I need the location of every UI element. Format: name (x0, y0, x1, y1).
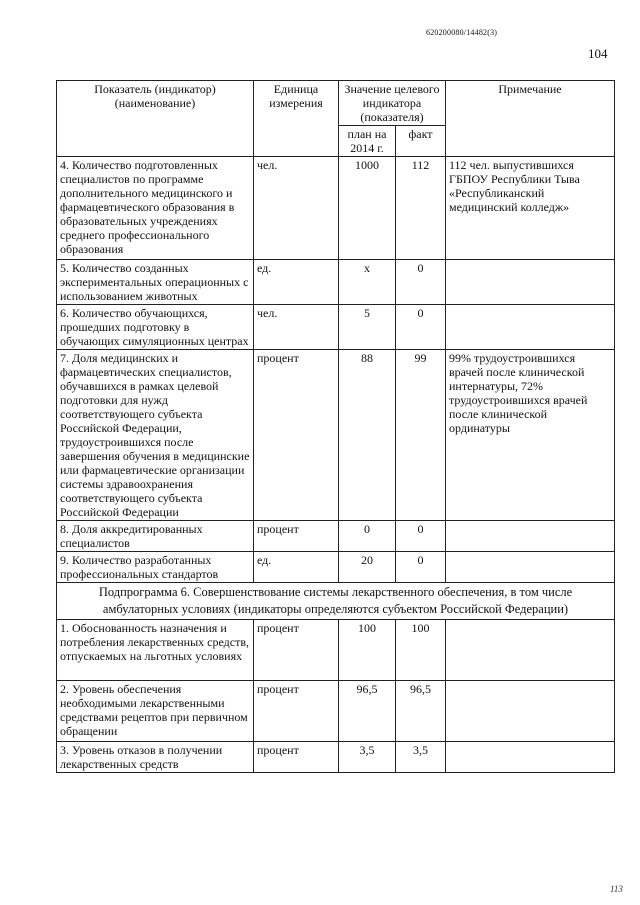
table-row (57, 260, 615, 305)
fact-cell: 0 (396, 552, 446, 583)
unit-cell: чел. (254, 305, 339, 350)
indicators-table (56, 80, 615, 773)
subprogram-row (57, 583, 615, 620)
header-fact: факт (396, 126, 446, 157)
unit-cell: процент (254, 742, 339, 773)
note-cell (446, 260, 615, 305)
fact-cell: 0 (396, 260, 446, 305)
plan-cell: 1000 (339, 157, 396, 260)
header-plan: план на 2014 г. (339, 126, 396, 157)
note-cell: 112 чел. выпустившихся ГБПОУ Республики Тыва «Республиканский медицинский колледж» (446, 157, 615, 260)
indicator-cell: 5. Количество созданных экспериментальных операционных с использованием животных (57, 260, 254, 305)
plan-cell: 5 (339, 305, 396, 350)
handwritten-page-mark: 113 (610, 884, 623, 894)
table-row (57, 620, 615, 681)
plan-cell: 3,5 (339, 742, 396, 773)
header-value: Значение целевого индикатора (показателя) (339, 81, 446, 126)
page-number: 104 (588, 46, 608, 61)
unit-cell: процент (254, 521, 339, 552)
table-row (57, 552, 615, 583)
indicator-cell: 7. Доля медицинских и фармацевтических специалистов, обучавшихся в рамках целевой подготовки для нужд соответствующего субъекта Российской Федерации, трудоустроившихся после завершения обучения в медицинские или фармацевтические организации системы здравоохранения соответствующего субъекта Российской Федерации (57, 350, 254, 521)
indicator-cell: 6. Количество обучающихся, прошедших подготовку в обучающих симуляционных центрах (57, 305, 254, 350)
indicator-cell: 1. Обоснованность назначения и потребления лекарственных средств, отпускаемых на льготных условиях (57, 620, 254, 681)
note-cell: 99% трудоустроившихся врачей после клинической интернатуры, 72% трудоустроившихся врачей после клинической ординатуры (446, 350, 615, 521)
document-id: 620200080/14482(3) (426, 28, 498, 37)
indicator-cell: 4. Количество подготовленных специалистов по программе дополнительного медицинского и фармацевтического образования в образовательных учреждениях среднего профессионального образования (57, 157, 254, 260)
unit-cell: процент (254, 350, 339, 521)
note-cell (446, 742, 615, 773)
note-cell (446, 552, 615, 583)
fact-cell: 96,5 (396, 681, 446, 742)
header-indicator: Показатель (индикатор) (наименование) (57, 81, 254, 157)
note-cell (446, 305, 615, 350)
table-row (57, 350, 615, 521)
plan-cell: x (339, 260, 396, 305)
plan-cell: 20 (339, 552, 396, 583)
unit-cell: чел. (254, 157, 339, 260)
plan-cell: 0 (339, 521, 396, 552)
note-cell (446, 681, 615, 742)
unit-cell: ед. (254, 552, 339, 583)
table-row (57, 305, 615, 350)
plan-cell: 88 (339, 350, 396, 521)
fact-cell: 100 (396, 620, 446, 681)
fact-cell: 0 (396, 305, 446, 350)
indicator-cell: 2. Уровень обеспечения необходимыми лекарственными средствами рецептов при первичном обращении (57, 681, 254, 742)
table-row (57, 157, 615, 260)
note-cell (446, 521, 615, 552)
plan-cell: 100 (339, 620, 396, 681)
indicator-cell: 8. Доля аккредитированных специалистов (57, 521, 254, 552)
indicator-cell: 9. Количество разработанных профессиональных стандартов (57, 552, 254, 583)
header-unit: Единица измерения (254, 81, 339, 157)
unit-cell: ед. (254, 260, 339, 305)
fact-cell: 99 (396, 350, 446, 521)
table-row (57, 521, 615, 552)
fact-cell: 3,5 (396, 742, 446, 773)
note-cell (446, 620, 615, 681)
unit-cell: процент (254, 620, 339, 681)
subprogram-title: Подпрограмма 6. Совершенствование системы лекарственного обеспечения, в том числе амбулаторных условиях (индикаторы определяются субъектом Российской Федерации) (57, 583, 615, 620)
table-row (57, 742, 615, 773)
fact-cell: 112 (396, 157, 446, 260)
header-note: Примечание (446, 81, 615, 157)
plan-cell: 96,5 (339, 681, 396, 742)
table-row (57, 681, 615, 742)
header-row (57, 81, 615, 126)
fact-cell: 0 (396, 521, 446, 552)
indicator-cell: 3. Уровень отказов в получении лекарственных средств (57, 742, 254, 773)
unit-cell: процент (254, 681, 339, 742)
